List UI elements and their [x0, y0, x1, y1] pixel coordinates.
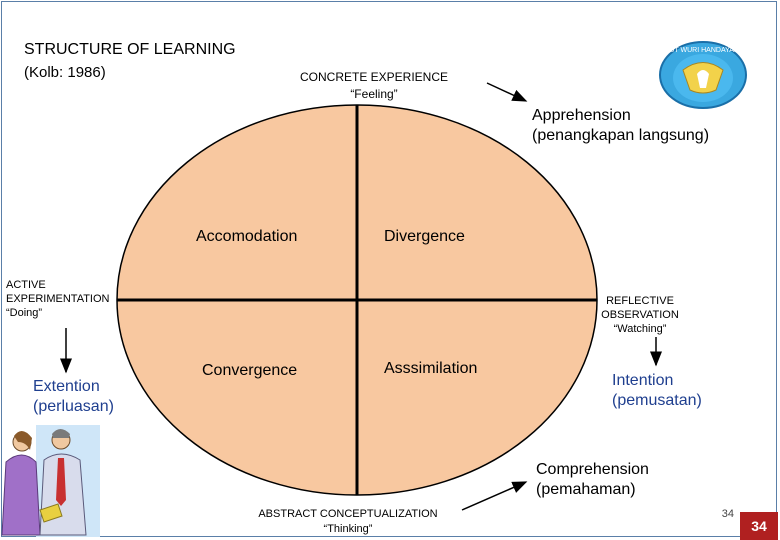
- intention-translation: (pemusatan): [612, 392, 702, 409]
- apprehension-arrow: [487, 83, 526, 101]
- page-number-badge: 34: [740, 512, 778, 540]
- active-experimentation-line2: EXPERIMENTATION: [6, 293, 110, 305]
- quadrant-assimilation: Asssimilation: [384, 360, 478, 377]
- concrete-experience-label: [262, 69, 486, 103]
- comprehension-title: Comprehension: [536, 461, 649, 478]
- slide-title: STRUCTURE OF LEARNING: [24, 41, 236, 58]
- page-number-small: 34: [721, 508, 734, 520]
- quadrant-convergence: Convergence: [202, 362, 298, 379]
- apprehension-title: Apprehension: [532, 107, 631, 124]
- comprehension-translation: (pemahaman): [536, 481, 636, 498]
- reflective-observation-label: [586, 294, 694, 336]
- active-experimentation-line3: “Doing”: [6, 307, 43, 319]
- comprehension-arrow: [462, 482, 526, 510]
- slide-subtitle: (Kolb: 1986): [24, 64, 106, 81]
- reflective-observation-line2: OBSERVATION: [601, 309, 679, 321]
- reflective-observation-line1: REFLECTIVE: [606, 295, 674, 307]
- quadrant-divergence: Divergence: [384, 228, 465, 245]
- tut-wuri-handayani-logo: [660, 42, 746, 108]
- reflective-observation-line3: “Watching”: [613, 323, 667, 335]
- abstract-conceptualization-title: ABSTRACT CONCEPTUALIZATION: [258, 508, 438, 520]
- extention-title: Extention: [33, 378, 100, 395]
- active-experimentation-line1: ACTIVE: [6, 279, 46, 291]
- comprehension-note: [536, 460, 649, 500]
- concrete-experience-subtitle: “Feeling”: [350, 87, 398, 101]
- quadrant-accomodation: Accomodation: [196, 228, 298, 245]
- concrete-experience-title: CONCRETE EXPERIENCE: [299, 70, 449, 84]
- apprehension-translation: (penangkapan langsung): [532, 127, 710, 144]
- intention-note: [612, 371, 702, 411]
- apprehension-note: [532, 106, 709, 146]
- svg-text:TUT WURI HANDAYANI: TUT WURI HANDAYANI: [665, 47, 741, 54]
- active-experimentation-label: [6, 278, 110, 320]
- extention-translation: (perluasan): [33, 398, 114, 415]
- abstract-conceptualization-subtitle: “Thinking”: [323, 523, 373, 535]
- intention-title: Intention: [612, 372, 674, 389]
- extention-note: [33, 377, 114, 417]
- people-clipart: [2, 425, 100, 537]
- abstract-conceptualization-label: [228, 507, 468, 537]
